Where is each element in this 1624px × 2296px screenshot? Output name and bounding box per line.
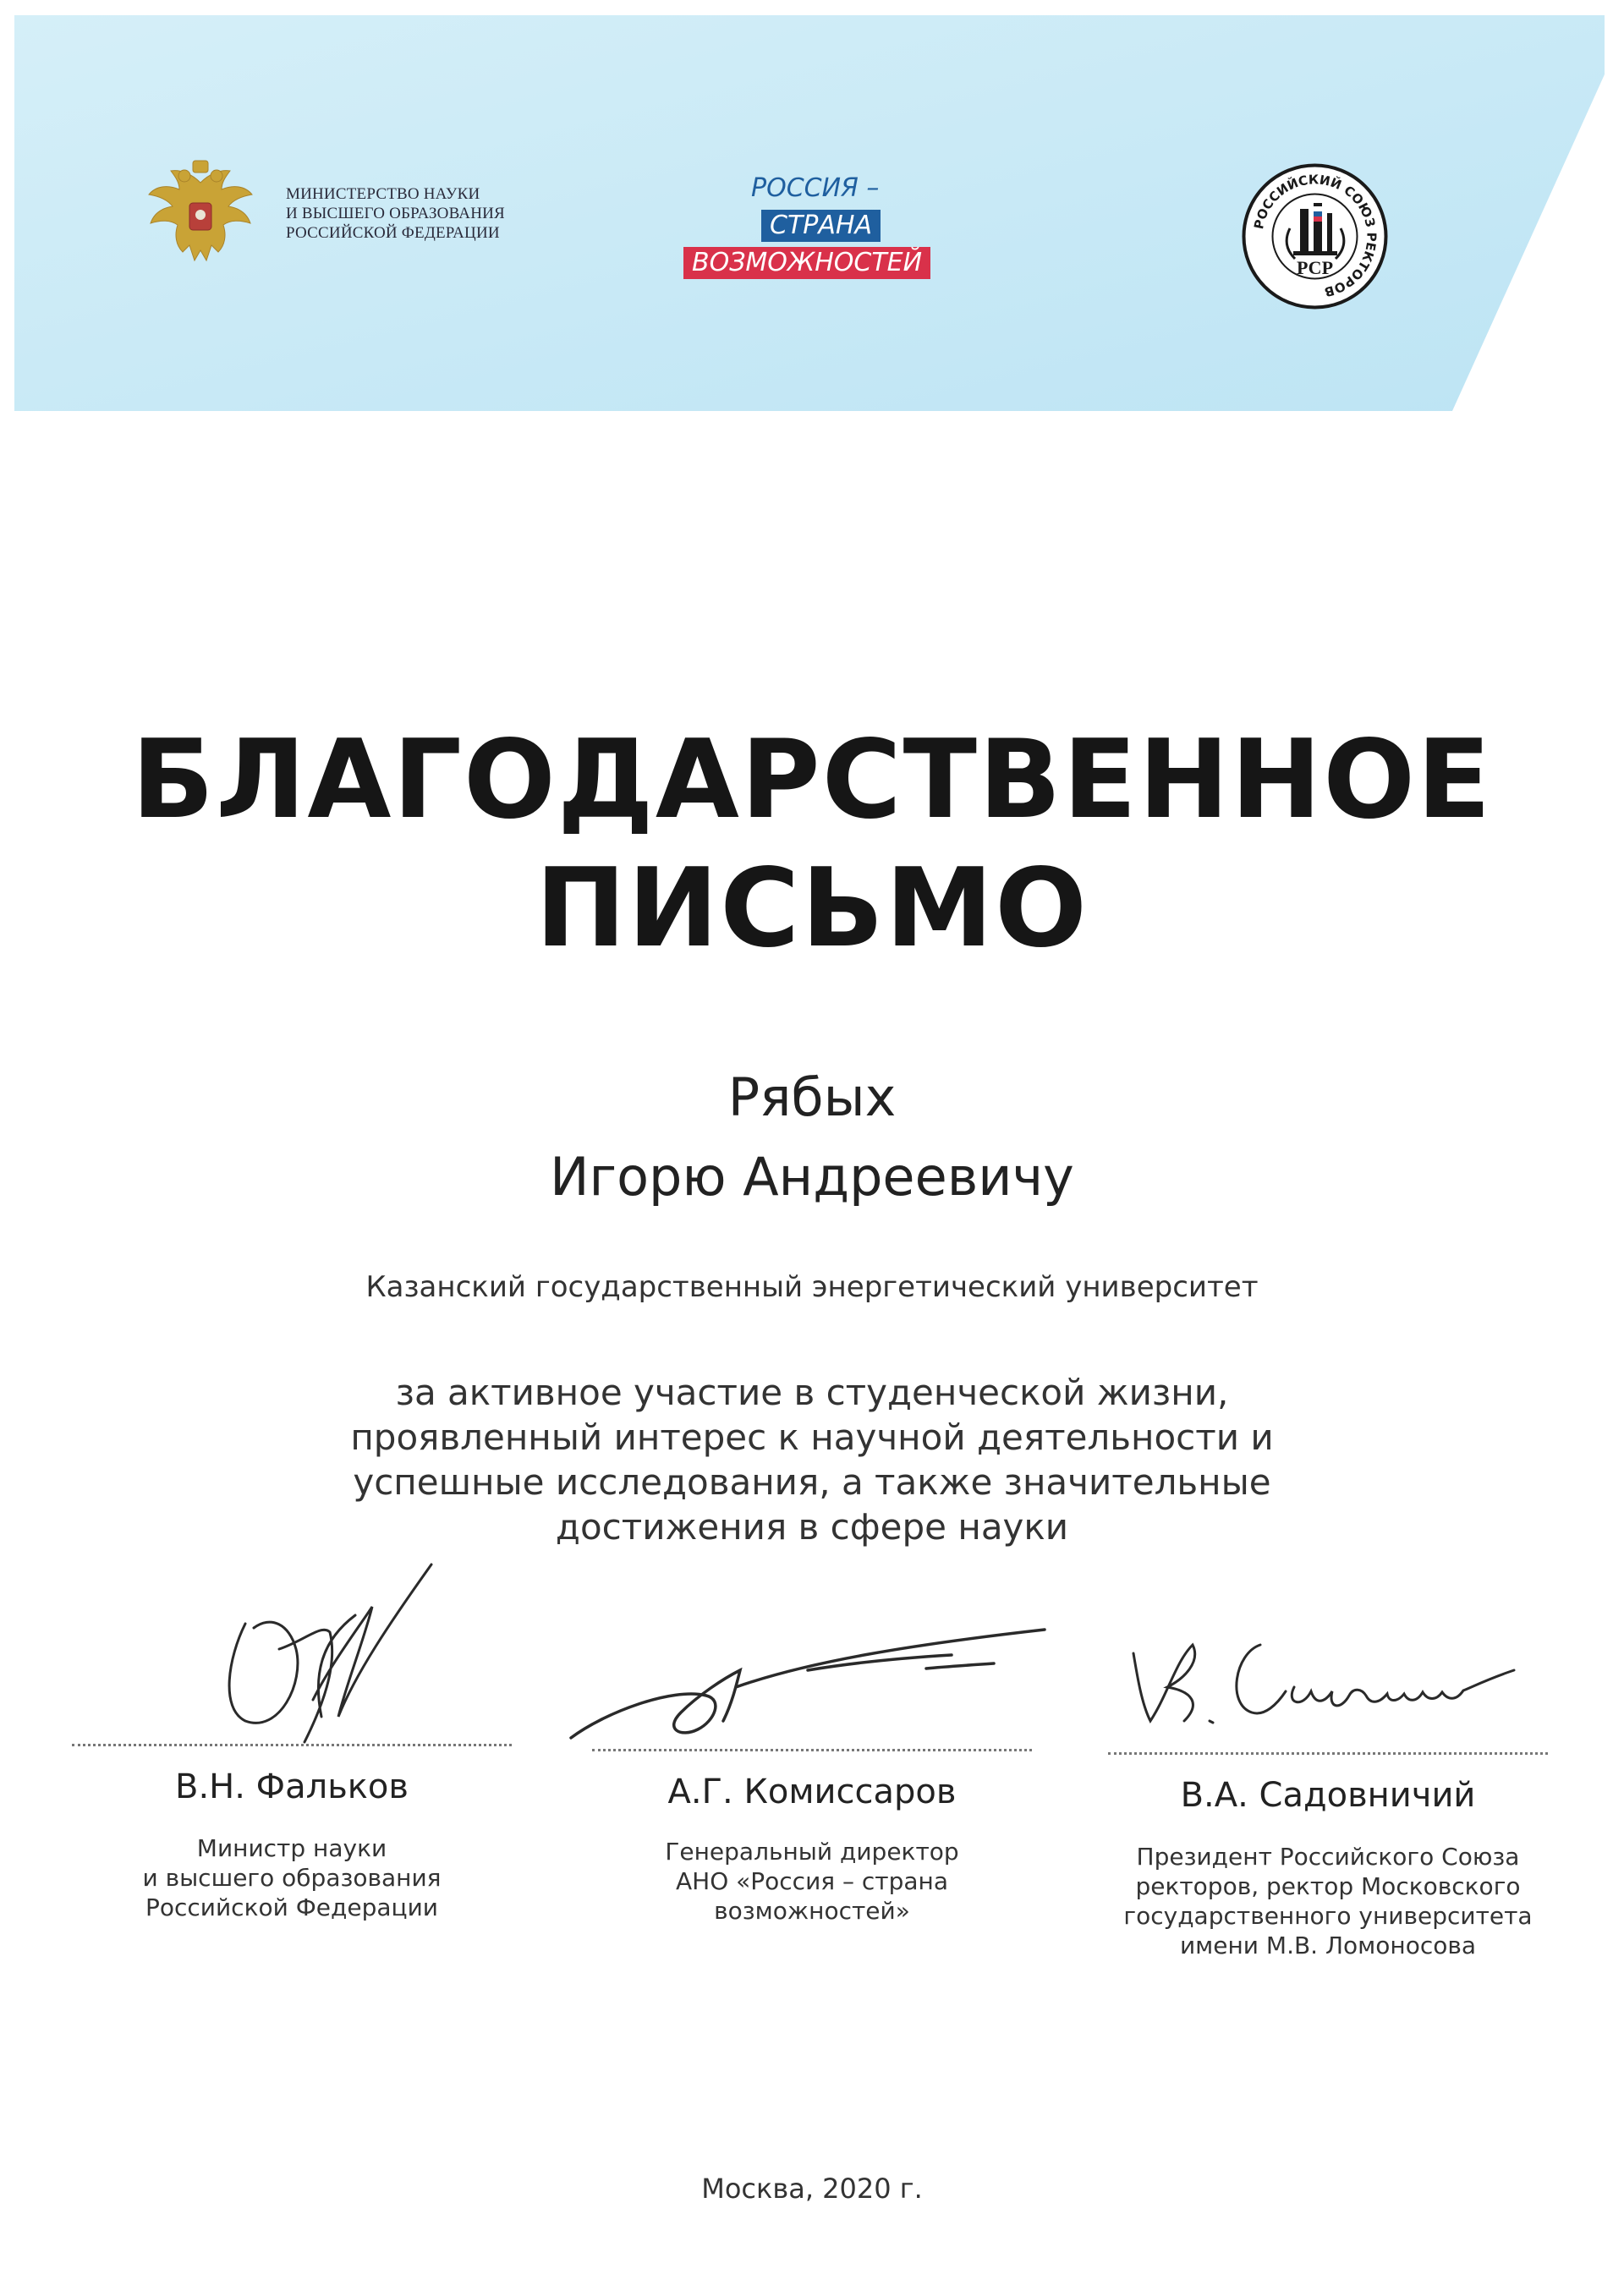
signatory-3-position-line-1: Президент Российского Союза <box>1136 1843 1520 1871</box>
seal-ring-text: РОССИЙСКИЙ СОЮЗ РЕКТОРОВ <box>1251 172 1380 300</box>
signature-2-scribble <box>554 1611 1062 1755</box>
signatory-1-position-line-2: и высшего образования <box>142 1864 442 1892</box>
ministry-line-1: МИНИСТЕРСТВО НАУКИ <box>286 185 480 203</box>
signature-line-2 <box>592 1749 1032 1751</box>
signatory-2-name: А.Г. Комиссаров <box>667 1773 957 1811</box>
signatory-1-name: В.Н. Фальков <box>175 1767 409 1806</box>
signatory-2-position <box>592 1837 1032 1926</box>
signatory-1-position <box>72 1833 512 1922</box>
recipient-surname: Рябых <box>727 1066 897 1128</box>
signature-line-1 <box>72 1744 512 1746</box>
signature-line-3 <box>1108 1752 1548 1755</box>
ministry-line-3: РОССИЙСКОЙ ФЕДЕРАЦИИ <box>286 224 500 242</box>
award-reason <box>304 1370 1320 1549</box>
signatory-3-position-line-3: государственного университета <box>1123 1902 1533 1930</box>
signatory-3-position-line-4: имени М.В. Ломоносова <box>1179 1932 1477 1959</box>
rectors-union-seal-icon <box>1241 162 1389 310</box>
signatory-2-position-line-3: возможностей» <box>714 1897 910 1925</box>
signatory-1-position-line-3: Российской Федерации <box>145 1893 439 1921</box>
recipient-university: Казанский государственный энергетический университет <box>365 1270 1259 1304</box>
rsv-logo-line-2: СТРАНА <box>761 210 881 242</box>
signature-1-scribble <box>195 1548 448 1793</box>
document-title-line-2: ПИСЬМО <box>535 846 1089 972</box>
recipient-given-names: Игорю Андреевичу <box>550 1146 1074 1208</box>
double-headed-eagle-emblem-icon <box>145 157 255 272</box>
place-and-date: Москва, 2020 г. <box>701 2173 923 2205</box>
reason-line-3: успешные исследования, а также значительные <box>353 1461 1271 1503</box>
ministry-line-2: И ВЫСШЕГО ОБРАЗОВАНИЯ <box>286 205 505 222</box>
ministry-name <box>286 184 540 243</box>
document-title-line-1: БЛАГОДАРСТВЕННОЕ <box>131 717 1493 843</box>
reason-line-1: за активное участие в студенческой жизни, <box>395 1372 1229 1413</box>
russia-country-of-opportunities-logo <box>683 169 988 288</box>
rsv-logo-line-1: РОССИЯ – <box>751 173 880 203</box>
signatory-3-position-line-2: ректоров, ректор Московского <box>1135 1872 1521 1900</box>
signatory-3-name: В.А. Садовничий <box>1180 1776 1476 1815</box>
signatory-1-position-line-1: Министр науки <box>196 1834 387 1862</box>
signatory-2-position-line-1: Генеральный директор <box>665 1838 959 1866</box>
signature-3-scribble <box>1116 1611 1539 1746</box>
signatory-3-position <box>1091 1842 1565 1960</box>
signatory-2-position-line-2: АНО «Россия – страна <box>675 1867 949 1895</box>
reason-line-2: проявленный интерес к научной деятельности и <box>350 1417 1274 1458</box>
rsv-logo-line-3: ВОЗМОЖНОСТЕЙ <box>683 247 930 279</box>
reason-line-4: достижения в сфере науки <box>555 1506 1069 1548</box>
seal-abbrev: РСР <box>1296 257 1334 278</box>
